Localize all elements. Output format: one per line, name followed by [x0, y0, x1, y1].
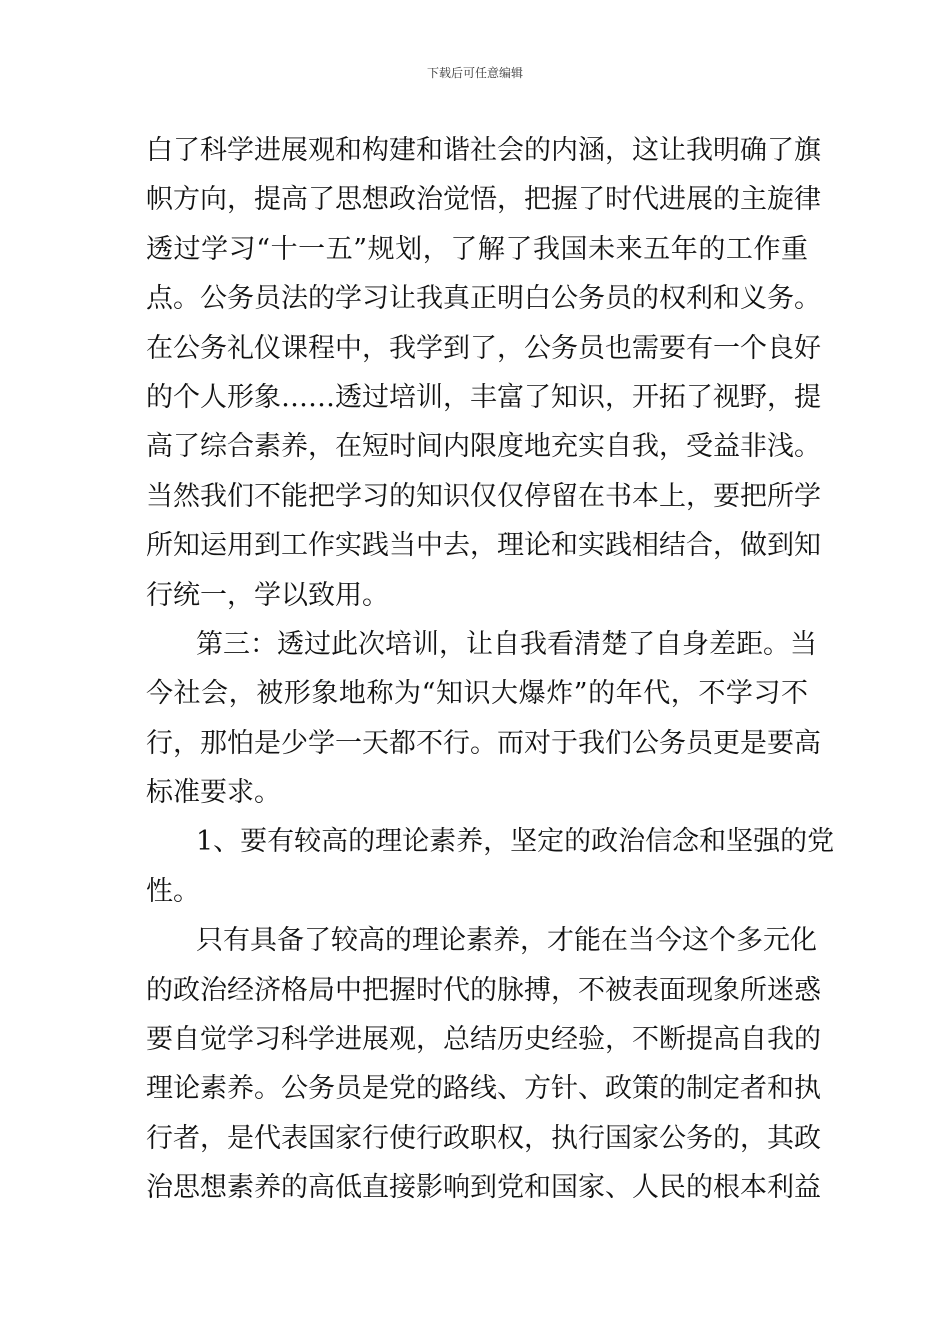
text-line: 只有具备了较高的理论素养，才能在当今这个多元化 [196, 925, 817, 957]
text-line: 行者，是代表国家行使行政职权，执行国家公务的，其政 [146, 1122, 821, 1154]
page-header: 下载后可任意编辑 [426, 66, 523, 80]
text-line: 白了科学进展观和构建和谐社会的内涵，这让我明确了旗 [146, 135, 821, 166]
text-line: 在公务礼仪课程中，我学到了，公务员也需要有一个良好 [146, 332, 821, 364]
text-line: 当然我们不能把学习的知识仅仅停留在书本上，要把所学 [146, 480, 821, 512]
text-line: 高了综合素养，在短时间内限度地充实自我，受益非浅。 [146, 431, 821, 463]
text-line: 性。 [146, 875, 200, 907]
text-line: 帜方向，提高了思想政治觉悟，把握了时代进展的主旋律 [146, 184, 821, 216]
text-line: 的政治经济格局中把握时代的脉搏，不被表面现象所迷惑 [146, 974, 821, 1006]
text-line: 所知运用到工作实践当中去，理论和实践相结合，做到知 [146, 530, 821, 562]
text-line: 的个人形象……透过培训，丰富了知识，开拓了视野，提 [146, 381, 821, 413]
text-line: 理论素养。公务员是党的路线、方针、政策的制定者和执 [146, 1073, 821, 1105]
text-line: 治思想素养的高低直接影响到党和国家、人民的根本利益 [146, 1172, 821, 1204]
text-line: 第三：透过此次培训，让自我看清楚了自身差距。当 [196, 628, 817, 660]
text-line: 行统一，学以致用。 [146, 579, 389, 611]
text-line: 1、要有较高的理论素养，坚定的政治信念和坚强的党 [196, 826, 835, 858]
text-line: 要自觉学习科学进展观，总结历史经验，不断提高自我的 [146, 1024, 821, 1056]
text-line: 行，那怕是少学一天都不行。而对于我们公务员更是要高 [146, 727, 821, 759]
text-line: 透过学习“十一五”规划，了解了我国未来五年的工作重 [146, 233, 808, 265]
text-line: 标准要求。 [146, 777, 281, 809]
body-text [146, 126, 835, 1213]
text-line: 点。公务员法的学习让我真正明白公务员的权利和义务。 [146, 283, 821, 315]
text-line: 今社会，被形象地称为“知识大爆炸”的年代，不学习不 [146, 678, 808, 710]
